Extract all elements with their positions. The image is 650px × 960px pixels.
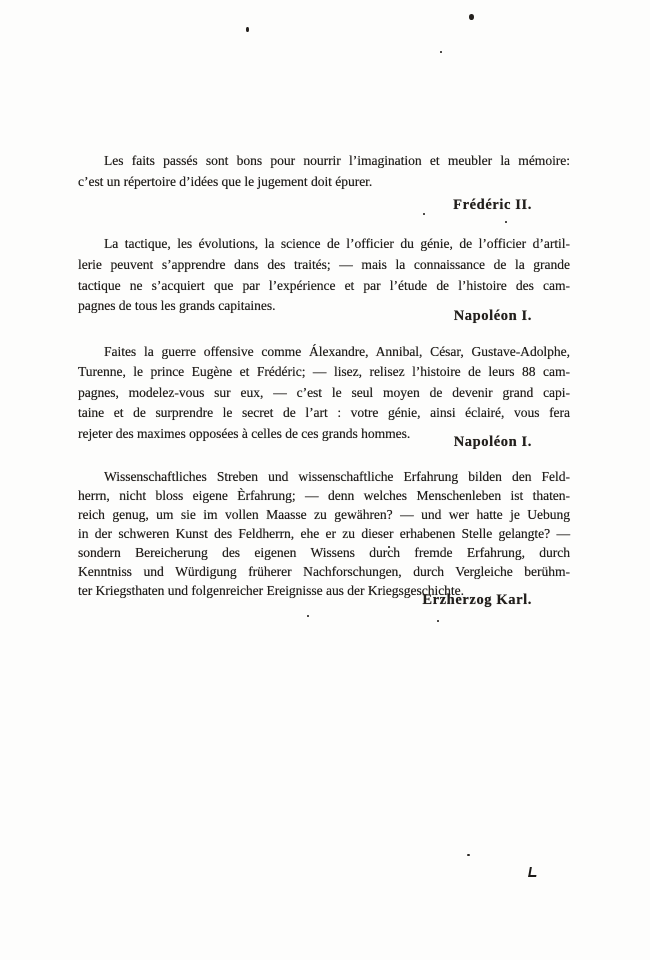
quote-line: taine et de surprendre le secret de l’art : votre génie, ainsi éclairé, vous fera <box>78 405 570 421</box>
attribution-napoleon-2: Napoléon I. <box>453 434 532 450</box>
quote-line: pagnes de tous les grands capitaines. <box>78 298 276 314</box>
ink-speck <box>528 867 538 877</box>
quote-line: sondern Bereicherung des eigenen Wissens durch fremde Erfahrung, durch <box>78 545 570 560</box>
quote-line: Faites la guerre offensive comme Álexandre, Annibal, César, Gustave-Adolphe, <box>104 344 570 359</box>
attribution-napoleon-1: Napoléon I. <box>453 308 532 324</box>
ink-speck <box>467 854 470 856</box>
ink-speck <box>307 615 309 617</box>
ink-speck <box>469 14 474 20</box>
quote-line: lerie peuvent s’apprendre dans des traités; — mais la connaissance de la grande <box>78 256 570 272</box>
quote-line: Wissenschaftliches Streben und wissenschaftliche Erfahrung bilden den Feld- <box>104 469 570 484</box>
quote-line: pagnes, modelez-vous sur eux, — c’est le seul moyen de devenir grand capi- <box>78 384 570 400</box>
attribution-frederic: Frédéric II. <box>453 197 532 213</box>
quote-line: ter Kriegsthaten und folgenreicher Ereignisse aus der Kriegsgeschichte. <box>78 583 464 598</box>
quote-line: reich genug, um sie im vollen Maasse zu gewähren? — und wer hatte je Uebung <box>78 507 570 522</box>
quote-line: herrn, nicht bloss eigene Èrfahrung; — denn welches Menschenleben ist thaten- <box>78 488 570 503</box>
ink-speck <box>437 620 439 622</box>
quote-line: Kenntniss und Würdigung früherer Nachforschungen, durch Vergleiche berühm- <box>78 564 570 579</box>
quote-frederic <box>78 150 570 192</box>
attribution-erzherzog-karl: Erzherzog Karl. <box>422 592 532 608</box>
quote-line: in der schweren Kunst des Feldherrn, ehe er zu dieser erhabenen Stelle gelangte? — <box>78 526 570 541</box>
ink-speck <box>246 27 249 32</box>
quote-napoleon-2 <box>78 342 570 444</box>
quote-line: La tactique, les évolutions, la science de l’officier du génie, de l’officier d’artil- <box>104 236 570 251</box>
quote-line: c’est un répertoire d’idées que le jugement doit épurer. <box>78 174 373 189</box>
quote-napoleon-1 <box>78 234 570 317</box>
ink-speck <box>440 51 442 53</box>
quote-line: tactique ne s’acquiert que par l’expérience et par l’étude de l’histoire des cam- <box>78 277 570 293</box>
quote-line: Turenne, le prince Eugène et Frédéric; — lisez, relisez l’histoire de leurs 88 cam- <box>78 364 570 380</box>
quote-line: Les faits passés sont bons pour nourrir l’imagination et meubler la mémoire: <box>104 153 570 168</box>
quote-erzherzog-karl <box>78 467 570 600</box>
ink-speck <box>505 221 507 223</box>
quote-line: rejeter des maximes opposées à celles de ces grands hommes. <box>78 425 411 441</box>
